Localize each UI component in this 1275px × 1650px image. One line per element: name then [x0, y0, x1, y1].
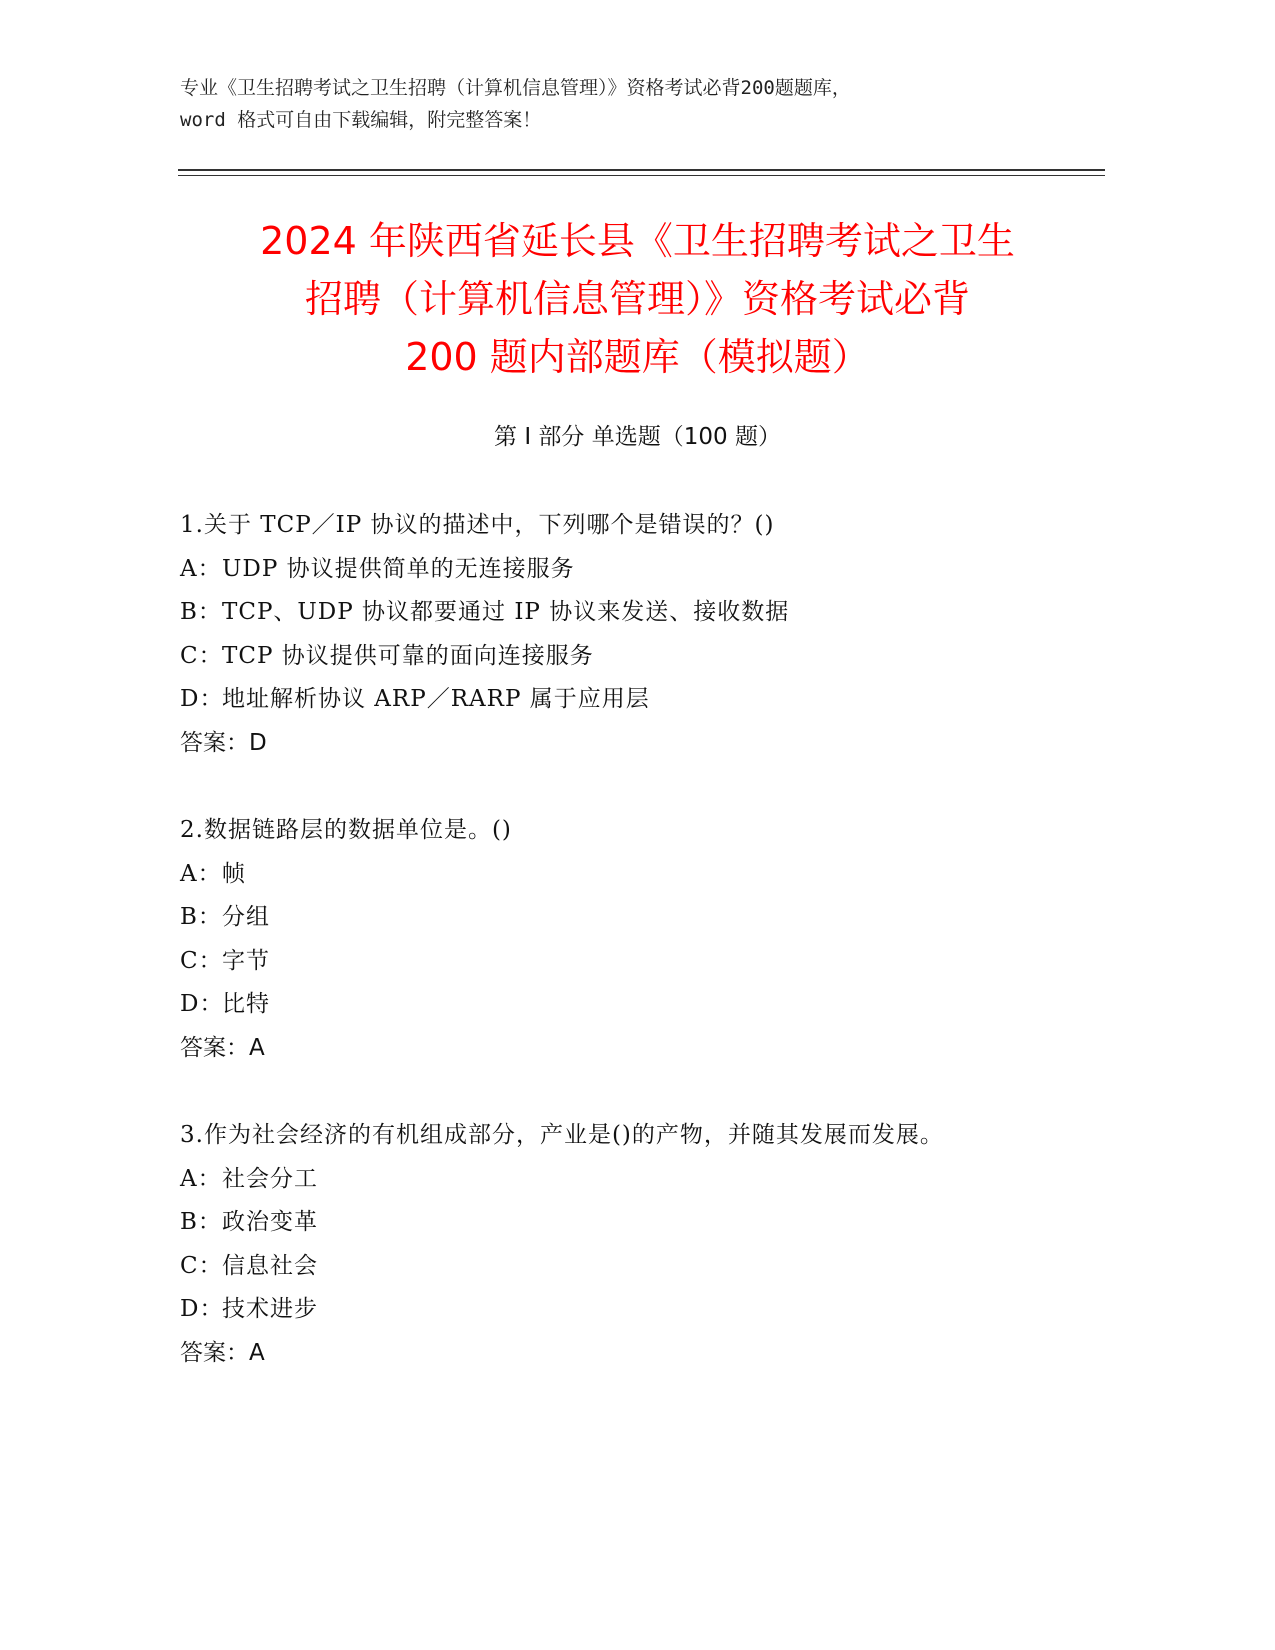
option-c: [180, 940, 1060, 984]
question-list: [180, 504, 1060, 1419]
answer-line: 答案：A: [180, 1339, 265, 1366]
option-key: B：: [180, 599, 222, 625]
option-d: [180, 1288, 1060, 1332]
question-3: [180, 1114, 1060, 1375]
title-line-1: 2024 年陕西省延长县《卫生招聘考试之卫生: [260, 219, 1015, 263]
option-text: UDP 协议提供简单的无连接服务: [222, 555, 575, 582]
option-key: C：: [180, 1252, 223, 1279]
question-stem: 3.作为社会经济的有机组成部分，产业是()的产物，并随其发展而发展。: [180, 1122, 944, 1148]
question-2: [180, 809, 1060, 1070]
option-key: B：: [180, 1209, 222, 1235]
option-key: D：: [180, 1296, 224, 1322]
option-b: [180, 1201, 1060, 1245]
option-d: [180, 678, 1060, 722]
option-text: 帧: [222, 860, 246, 887]
section-heading: 第 I 部分 单选题（100 题）: [494, 424, 781, 450]
document-title: [150, 212, 1125, 386]
option-text: TCP 协议提供可靠的面向连接服务: [222, 642, 594, 669]
option-b: [180, 591, 1060, 635]
option-key: A：: [180, 555, 222, 582]
option-key: D：: [180, 686, 224, 712]
document-intro: [180, 72, 1080, 136]
intro-line-2: word 格式可自由下载编辑，附完整答案！: [180, 109, 542, 131]
question-stem: 2.数据链路层的数据单位是。(): [180, 817, 512, 843]
option-key: C：: [180, 947, 223, 974]
option-text: 社会分工: [222, 1165, 318, 1192]
divider-thick: [178, 169, 1105, 171]
question-stem: 1.关于 TCP／IP 协议的描述中，下列哪个是错误的？(): [180, 512, 775, 538]
option-d: [180, 983, 1060, 1027]
option-text: 字节: [222, 947, 270, 974]
divider-thin: [178, 175, 1105, 176]
option-key: B：: [180, 904, 222, 930]
option-a: [180, 1158, 1060, 1202]
option-key: C：: [180, 642, 223, 669]
option-c: [180, 635, 1060, 679]
option-text: 政治变革: [222, 1209, 318, 1235]
answer-line: 答案：D: [180, 729, 267, 756]
option-c: [180, 1245, 1060, 1289]
option-text: 地址解析协议 ARP／RARP 属于应用层: [222, 686, 650, 712]
option-a: [180, 853, 1060, 897]
option-text: 信息社会: [222, 1252, 318, 1279]
option-text: 分组: [222, 904, 270, 930]
option-a: [180, 548, 1060, 592]
option-key: D：: [180, 991, 224, 1017]
intro-line-1: 专业《卫生招聘考试之卫生招聘（计算机信息管理）》资格考试必背200题题库，: [180, 77, 851, 99]
question-1: [180, 504, 1060, 765]
option-key: A：: [180, 1165, 222, 1192]
option-b: [180, 896, 1060, 940]
option-text: 比特: [222, 991, 270, 1017]
option-text: 技术进步: [222, 1296, 318, 1322]
title-line-2: 招聘（计算机信息管理）》资格考试必背: [304, 277, 970, 321]
title-line-3: 200 题内部题库（模拟题）: [405, 335, 870, 379]
answer-line: 答案：A: [180, 1034, 265, 1061]
option-key: A：: [180, 860, 222, 887]
option-text: TCP、UDP 协议都要通过 IP 协议来发送、接收数据: [222, 599, 790, 625]
